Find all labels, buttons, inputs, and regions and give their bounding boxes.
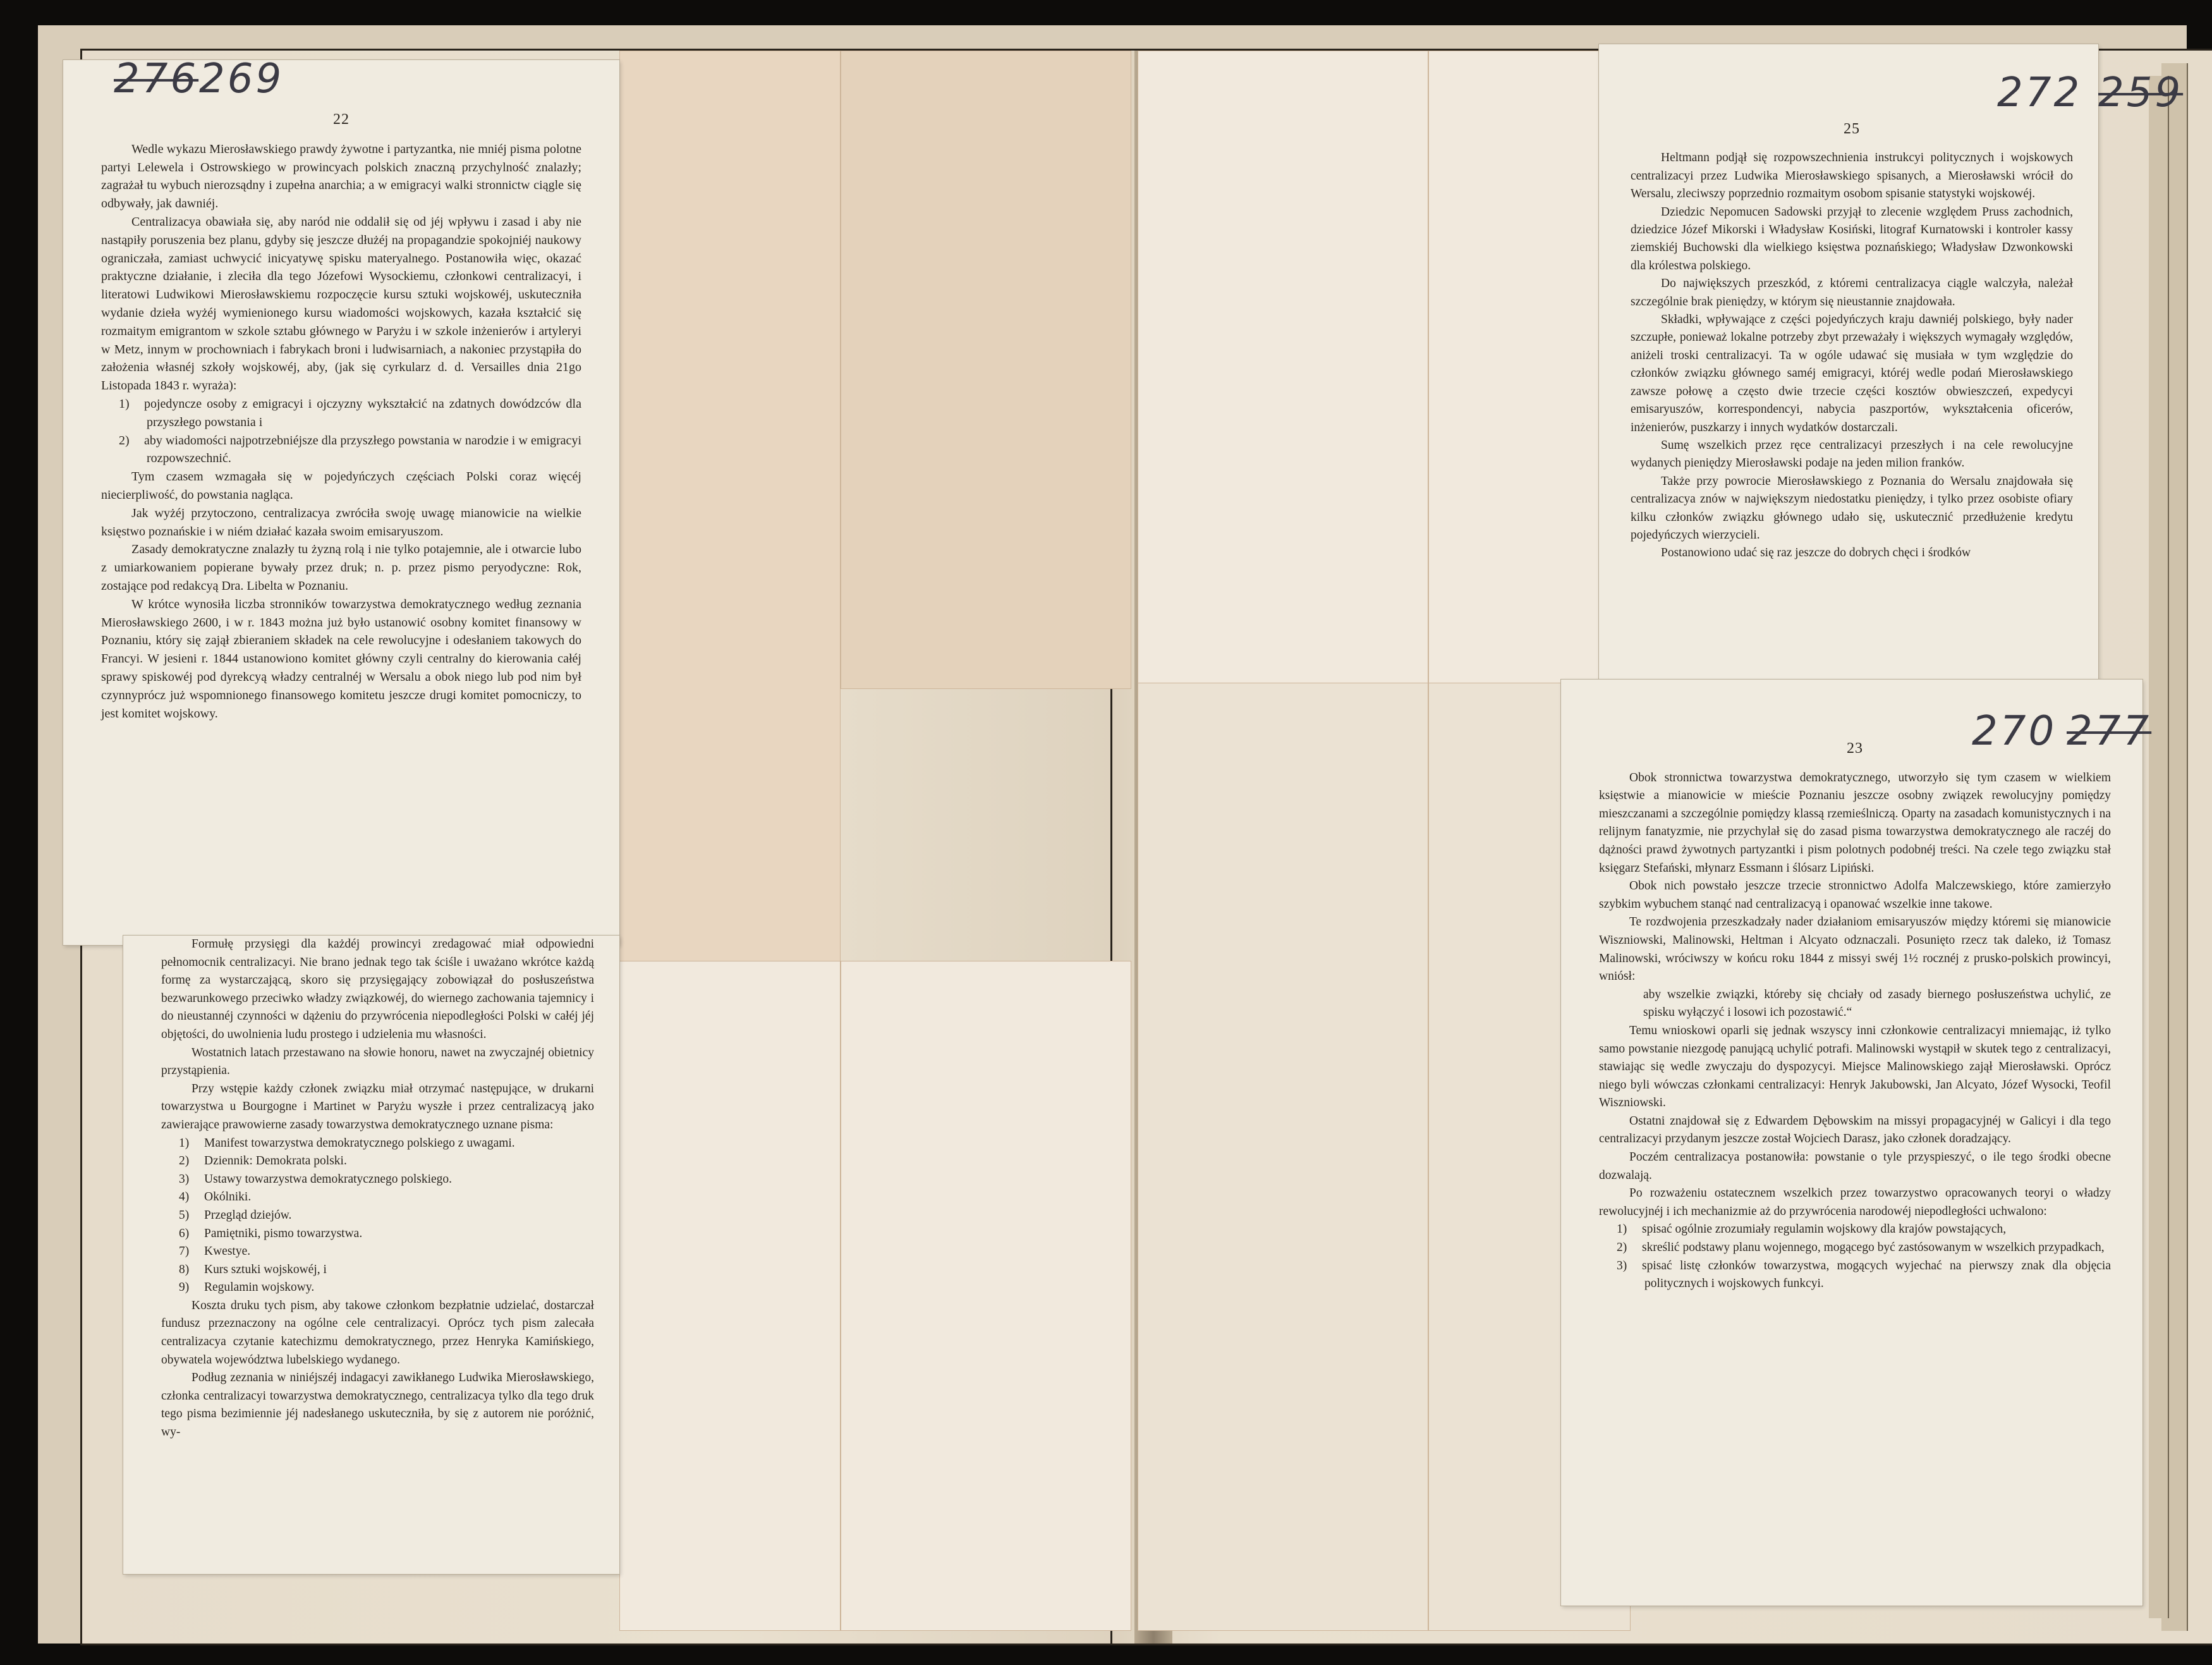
printed-page-23 bbox=[1561, 680, 2142, 1606]
handwritten-folio-struck: 259 bbox=[2098, 70, 2184, 116]
paragraph: Postanowiono udać się raz jeszcze do dobrych chęci i środków bbox=[1661, 546, 1971, 560]
paragraph: Tym czasem wzmagała się w pojedyńczych częściach Polski coraz więcéj niecierpliwość, do powstania nagląca. bbox=[101, 470, 581, 502]
mounting-strip bbox=[1138, 51, 1428, 708]
list-item: 3) Ustawy towarzystwa demokratycznego polskiego. bbox=[179, 1172, 453, 1186]
paragraph: Wedle wykazu Mierosławskiego prawdy żywotne i partyzantka, nie mniéj pisma polotne partyi Lelewela i Ostrowskiego w prowincyach polskich znaczną przychylność znalazły; zagrażał tu wybuch nierozsądny i zupełna anarchia; a w emigracyi walki stronnictw ciągle się odbywały, jak dawniéj. bbox=[101, 142, 581, 211]
handwritten-folio-struck: 277 bbox=[2067, 708, 2152, 755]
paragraph: Dziedzic Nepomucen Sadowski przyjął to zlecenie względem Pruss zachodnich, dziedzice Józef Mikorski i Władysław Kosiński, litograf Kurnatowski i kontroler kassy ziemskiéj Buchowski dla wielkiego księstwa poznańskiego; Władysław Dzwonkowski dla królestwa polskiego. bbox=[1631, 205, 2073, 272]
paragraph: Te rozdwojenia przeszkadzały nader działaniom emisaryuszów między któremi się mianowicie Wiszniowski, Malinowski, Heltman i Alcyato odznaczali. Posunięto rzecz tak daleko, iż Tomasz Malinowski, wróciwszy w końcu roku 1844 z missyi swéj 1½ rocznéj z prusko-polskich prowincyi, wniósł: bbox=[1599, 915, 2111, 984]
paragraph: Jak wyżéj przytoczono, centralizacya zwróciła swoję uwagę mianowicie na wielkie księstwo poznańskie i w niém działać kazała swoim emisaryuszom. bbox=[101, 506, 581, 539]
paragraph: Obok nich powstało jeszcze trzecie stronnictwo Adolfa Malczewskiego, które zamierzyło szybkim wybuchem stanąć nad centralizacyą i opanować wszelkie inne takowe. bbox=[1599, 879, 2111, 911]
paragraph: Poczém centralizacya postanowiła: powstanie o tyle przyspieszyć, o ile tego środki obecne dozwalają. bbox=[1599, 1150, 2111, 1182]
paragraph: Składki, wpływające z części pojedyńczych kraju dawniéj polskiego, były nader szczupłe, ponieważ lokalne potrzeby zbyt przeważały i większych wymagały względów, aniżeli troski centralizacyi. Ta w ogóle udawać się musiała w tym względzie do członków związku głównego saméj emigracyi, któréj wedle podań Mierosławskiego zawsze połowę a często dwie trzecie części kosztów obwieszczeń, expedycyi emisaryuszów, korrespondencyi, nabycia paszportów, wykształcenia oficerów, inżenierów, puszkarzy i innych wydatków dostarczali. bbox=[1631, 313, 2073, 434]
quotation: aby wszelkie związki, któreby się chciały od zasady biernego posłuszeństwa uchylić, ze spisku wyłączyć i losowi ich pozostawić.“ bbox=[1643, 987, 2111, 1020]
list-item: 2) skreślić podstawy planu wojennego, mogącego być zastósowanym w wszelkich przypadkach, bbox=[1617, 1241, 2105, 1255]
numbered-list bbox=[101, 395, 581, 468]
paragraph: Ostatni znajdował się z Edwardem Dębowskim na missyi propagacyjnéj w Galicyi i dla tego centralizacyi przydanym jeszcze został Wojciech Darasz, jako członek doradzający. bbox=[1599, 1114, 2111, 1146]
paragraph: Przy wstępie każdy członek związku miał otrzymać następujące, w drukarni towarzystwa u Bourgogne i Martinet w Paryżu wyszłe i przez centralizacyą jako zawierające prawowierne zasady towarzystwa demokratycznego uznane pisma: bbox=[161, 1082, 594, 1131]
list-item: 6) Pamiętniki, pismo towarzystwa. bbox=[179, 1226, 363, 1240]
mounting-strip bbox=[619, 51, 841, 980]
paragraph: Koszta druku tych pism, aby takowe członkom bezpłatnie udzielać, dostarczał fundusz przeznaczony na ogólne cele centralizacyi. Oprócz tych pism zalecała centralizacya czytanie katechizmu demokratycznego, przez Henryka Kamińskiego, obywatela województwa lubelskiego wydanego. bbox=[161, 1298, 594, 1367]
list-item: 4) Okólniki. bbox=[179, 1190, 252, 1204]
paragraph: Formułę przysięgi dla każdéj prowincyi zredagować miał odpowiedni pełnomocnik centralizacyi. Nie brano jednak tego tak ściśle i uważano wkrótce każdą formę za wystarczającą, skoro się przysięgający zobowiązał do posłuszeństwa bezwarunkowego przeciwko władzy związkowéj, do wiernego zachowania tajemnicy i do nieustannéj czynności w dążeniu do przywrócenia niepodległości Polski w całéj jéj objętości, do uwolnienia ludu prostego i udzielenia mu własności. bbox=[161, 937, 594, 1041]
numbered-list bbox=[161, 1135, 594, 1297]
paragraph: Także przy powrocie Mierosławskiego z Poznania do Wersalu znajdowała się centralizacya znów w największym niedostatku pieniędzy, i tylko przez osobiste ofiary kilku członków związku głównego udało się, uskutecznić przedłużenie kredytu pojedyńczych wierzycieli. bbox=[1631, 474, 2073, 542]
page-number: 23 bbox=[1847, 740, 1863, 757]
paragraph: Wostatnich latach przestawano na słowie honoru, nawet na zwyczajnéj obietnicy przystąpienia. bbox=[161, 1046, 594, 1078]
list-item: 8) Kurs sztuki wojskowéj, i bbox=[179, 1262, 327, 1276]
handwritten-folio: 272 bbox=[1997, 70, 2082, 116]
paragraph: Po rozważeniu ostatecznem wszelkich przez towarzystwo opracowanych teoryi o władzy rewolucyjnéj i ich mechanizmie aż do przywrócenia narodowéj niepodległości uchwalono: bbox=[1599, 1186, 2111, 1218]
body-text-a bbox=[101, 140, 581, 395]
paragraph: W krótce wynosiła liczba stronników towarzystwa demokratycznego według zeznania Mierosławskiego 2600, i w r. 1843 można już było ustanowić osobny komitet finansowy w Poznaniu, który się zajął zbieraniem składek na cele rewolucyjne i odesłaniem takowych do Francyi. W jesieni r. 1844 ustanowiono komitet główny czyli centralny do kierowania całéj sprawy spiskowéj pod dyrekcyą władzy centralnéj w Wersalu a obok niego lub pod nim był czynnyprócz już wspomnionego finansowego komitetu jeszcze drugi komitet pomocniczy, to jest komitet wojskowy. bbox=[101, 597, 581, 721]
handwritten-folio: 269 bbox=[199, 56, 284, 102]
paragraph: Podług zeznania w niniéjszéj indagacyi zawikłanego Ludwika Mierosławskiego, członka centralizacyi towarzystwa demokratycznego, centralizacya tylko dla tego druk tego pisma bezimiennie jéj nadesłanego uskuteczniła, by się z autorem nie poróżnić, wy- bbox=[161, 1371, 594, 1439]
list-item: 1) spisać ogólnie zrozumiały regulamin wojskowy dla krajów powstających, bbox=[1617, 1223, 2007, 1236]
list-item: 9) Regulamin wojskowy. bbox=[179, 1281, 315, 1295]
list-item: 2) aby wiadomości najpotrzebniéjsze dla przyszłego powstania w narodzie i w emigracyi rozpowszechnić. bbox=[119, 433, 581, 466]
page-edges-right-inner bbox=[2149, 76, 2169, 1618]
paragraph: Heltmann podjął się rozpowszechnienia instrukcyi politycznych i wojskowych centralizacyi przez Ludwika Mierosławskiego spisanych, a Mierosławski wrócił do Wersalu, zleciwszy poprzednio rozmaitym osobom spisanie statystyki wojskowéj. bbox=[1631, 151, 2073, 201]
printed-page-22 bbox=[63, 60, 619, 945]
list-item: 1) Manifest towarzystwa demokratycznego polskiego z uwagami. bbox=[179, 1136, 515, 1150]
list-item: 5) Przegląd dziejów. bbox=[179, 1208, 292, 1222]
printed-page-continuation bbox=[123, 936, 619, 1574]
page-number: 25 bbox=[1844, 121, 1860, 137]
paragraph: Zasady demokratyczne znalazły tu żyzną rolą i nie tylko potajemnie, ale i otwarcie lubo z umiarkowaniem popierane bywały przez druk; n. p. przez pismo peryodyczne: Rok, zostające pod redakcyą Dra. Libelta w Poznaniu. bbox=[101, 542, 581, 593]
mounting-strip bbox=[841, 51, 1131, 689]
paragraph: Temu wnioskowi oparli się jednak wszyscy inni członkowie centralizacyi mniemając, iż tylko samo powstanie niezgodę panującą uchylić potrafi. Malinowski wystąpił w skutek tego z centralizacyi, stawiając się wedle zwyczaju do dyspozycyi. Miejsce Malinowskiego zajął Mierosławski. Oprócz niego byli wówczas członkami centralizacyi: Henryk Jakubowski, Jan Alcyato, Józef Wysocki, Teofil Wiszniowski. bbox=[1599, 1023, 2111, 1110]
numbered-list bbox=[1599, 1221, 2111, 1293]
printed-page-25 bbox=[1599, 44, 2098, 683]
paragraph: Obok stronnictwa towarzystwa demokratycznego, utworzyło się tym czasem w wielkiem księstwie a mianowicie w mieście Poznaniu jeszcze osobny związek rewolucyjny pomiędzy mieszczanami a szczególnie pomiędzy klassą rzemieślniczą. Oparty na zasadach komunistycznych i na relijnym fanatyzmie, nie przychylał się do zasad pisma towarzystwa demokratycznego ale raczéj do dążności prawd żywotnych partyzantki i pism polotnych podobnéj treści. Na czele tego związku stał księgarz Stefański, młynarz Essmann i ślósarz Lipiński. bbox=[1599, 771, 2111, 875]
list-item: 2) Dziennik: Demokrata polski. bbox=[179, 1154, 347, 1168]
mounting-strip bbox=[841, 961, 1131, 1631]
body-text-b bbox=[101, 468, 581, 723]
mounting-strip bbox=[619, 961, 841, 1631]
handwritten-folio-struck: 276 bbox=[114, 56, 199, 102]
list-item: 1) pojedyncze osoby z emigracyi i ojczyzny wykształcić na zdatnych dowódzców dla przyszłego powstania i bbox=[119, 396, 581, 429]
page-number: 22 bbox=[333, 111, 349, 128]
paragraph: Centralizacya obawiała się, aby naród nie oddalił się od jéj wpływu i zasad i aby nie nastąpiły poruszenia bez planu, gdyby się jeszcze dłużéj na propagandzie spokojniéj naukowy ograniczała, zamiast uchwycić inicyatywę spisku materyalnego. Postanowiła więc, okazać praktyczne działanie, i zleciła dla tego Józefowi Wysockiemu, członkowi centralizacyi, i literatowi Ludwikowi Mierosławskiemu rozpoczęcie kursu sztuki wojskowéj, uskuteczniła wydanie dzieła wyżéj wymienionego kursu wiadomości wojskowych, kazała kształcić się rozmaitym emigrantom w szkole sztabu głównego w Paryżu i w szkole inżenierów i artyleryi w Metz, innym w prochowniach i fabrykach broni i ludwisarniach, a nakoniec przystąpiła do założenia własnéj szkoły wojskowéj, aby, (jak się cyrkularz d. d. Versailles dnia 21go Listopada 1843 r. wyraża): bbox=[101, 214, 581, 393]
handwritten-folio: 270 bbox=[1972, 708, 2057, 755]
paragraph: Sumę wszelkich przez ręce centralizacyi przeszłych i na cele rewolucyjne wydanych pieniędzy Mierosławski podaje na jeden milion franków. bbox=[1631, 438, 2073, 470]
list-item: 3) spisać listę członków towarzystwa, mogących wyjechać na pierwszy znak dla objęcia politycznych i wojskowych funkcyi. bbox=[1617, 1259, 2111, 1291]
list-item: 7) Kwestye. bbox=[179, 1245, 251, 1259]
paragraph: Do największych przeszkód, z któremi centralizacya ciągle walczyła, należał szczególnie brak pieniędzy, w którym się nieustannie znajdowała. bbox=[1631, 277, 2073, 308]
mounting-strip bbox=[1138, 683, 1428, 1631]
